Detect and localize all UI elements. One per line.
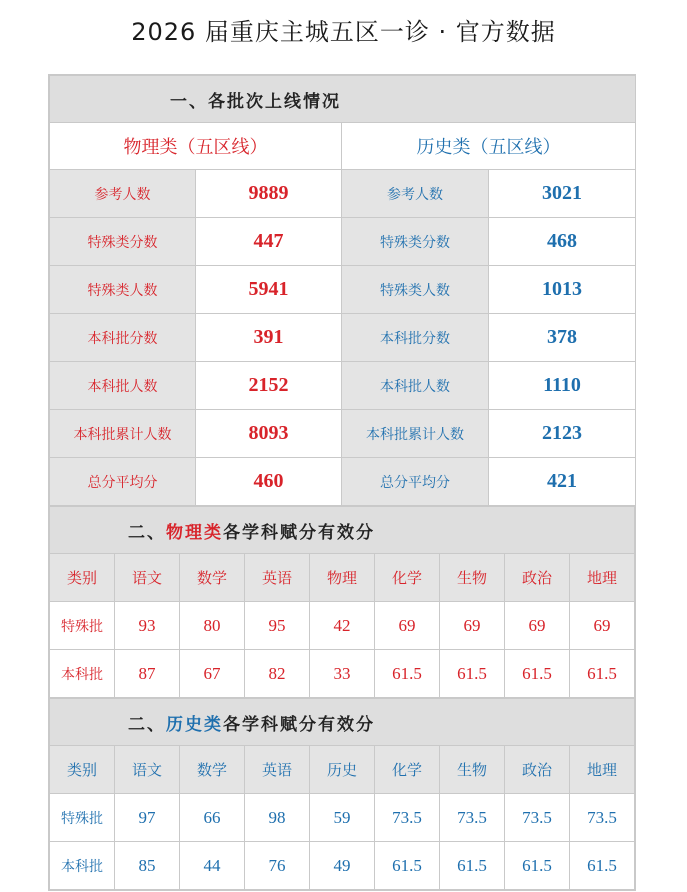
row-label: 本科批 bbox=[50, 842, 115, 890]
physics-subject-table bbox=[49, 506, 635, 698]
history-label: 特殊类人数 bbox=[342, 266, 489, 314]
physics-value: 9889 bbox=[196, 170, 342, 218]
column-header: 类别 bbox=[50, 554, 115, 602]
column-header: 化学 bbox=[375, 746, 440, 794]
score-cell: 85 bbox=[115, 842, 180, 890]
page-title: 2026 届重庆主城五区一诊 · 官方数据 bbox=[131, 18, 556, 46]
physics-label: 本科批分数 bbox=[50, 314, 196, 362]
table-row bbox=[50, 602, 635, 650]
score-document bbox=[48, 74, 636, 891]
physics-value: 460 bbox=[196, 458, 342, 506]
score-cell: 61.5 bbox=[570, 650, 635, 698]
column-header: 数学 bbox=[180, 746, 245, 794]
score-cell: 69 bbox=[440, 602, 505, 650]
section1-table bbox=[49, 75, 636, 506]
table-row bbox=[50, 410, 636, 458]
column-header: 政治 bbox=[505, 746, 570, 794]
table-row bbox=[50, 314, 636, 362]
history-label: 参考人数 bbox=[342, 170, 489, 218]
section2-suffix: 各学科赋分有效分 bbox=[223, 522, 375, 543]
history-header: 历史类（五区线） bbox=[342, 123, 636, 170]
section2-prefix: 二、 bbox=[128, 522, 166, 543]
column-header: 语文 bbox=[115, 554, 180, 602]
score-cell: 33 bbox=[310, 650, 375, 698]
column-header: 历史 bbox=[310, 746, 375, 794]
score-cell: 73.5 bbox=[375, 794, 440, 842]
table-row bbox=[50, 218, 636, 266]
physics-label: 参考人数 bbox=[50, 170, 196, 218]
score-cell: 98 bbox=[245, 794, 310, 842]
physics-value: 447 bbox=[196, 218, 342, 266]
score-cell: 69 bbox=[570, 602, 635, 650]
score-cell: 73.5 bbox=[570, 794, 635, 842]
history-label: 特殊类分数 bbox=[342, 218, 489, 266]
physics-label: 本科批人数 bbox=[50, 362, 196, 410]
score-cell: 44 bbox=[180, 842, 245, 890]
column-header: 生物 bbox=[440, 554, 505, 602]
history-value: 3021 bbox=[489, 170, 636, 218]
score-cell: 97 bbox=[115, 794, 180, 842]
column-header: 数学 bbox=[180, 554, 245, 602]
row-label: 特殊批 bbox=[50, 794, 115, 842]
column-header: 地理 bbox=[570, 746, 635, 794]
column-header: 英语 bbox=[245, 746, 310, 794]
history-value: 468 bbox=[489, 218, 636, 266]
score-cell: 61.5 bbox=[570, 842, 635, 890]
column-header: 类别 bbox=[50, 746, 115, 794]
section3-highlight: 历史类 bbox=[166, 714, 223, 735]
score-cell: 82 bbox=[245, 650, 310, 698]
column-header: 化学 bbox=[375, 554, 440, 602]
physics-label: 总分平均分 bbox=[50, 458, 196, 506]
score-cell: 87 bbox=[115, 650, 180, 698]
history-value: 2123 bbox=[489, 410, 636, 458]
score-cell: 59 bbox=[310, 794, 375, 842]
column-header: 语文 bbox=[115, 746, 180, 794]
score-cell: 76 bbox=[245, 842, 310, 890]
score-cell: 93 bbox=[115, 602, 180, 650]
score-cell: 61.5 bbox=[440, 842, 505, 890]
column-header: 物理 bbox=[310, 554, 375, 602]
score-cell: 49 bbox=[310, 842, 375, 890]
section2-highlight: 物理类 bbox=[166, 522, 223, 543]
section3-title bbox=[50, 699, 635, 746]
table-row bbox=[50, 170, 636, 218]
score-cell: 61.5 bbox=[375, 650, 440, 698]
score-cell: 61.5 bbox=[505, 842, 570, 890]
score-cell: 69 bbox=[505, 602, 570, 650]
column-header: 地理 bbox=[570, 554, 635, 602]
table-row bbox=[50, 266, 636, 314]
score-cell: 73.5 bbox=[505, 794, 570, 842]
column-header: 生物 bbox=[440, 746, 505, 794]
physics-header: 物理类（五区线） bbox=[50, 123, 342, 170]
table-row bbox=[50, 842, 635, 890]
score-cell: 80 bbox=[180, 602, 245, 650]
section3-suffix: 各学科赋分有效分 bbox=[223, 714, 375, 735]
score-cell: 73.5 bbox=[440, 794, 505, 842]
row-label: 特殊批 bbox=[50, 602, 115, 650]
history-value: 1013 bbox=[489, 266, 636, 314]
score-cell: 95 bbox=[245, 602, 310, 650]
physics-value: 5941 bbox=[196, 266, 342, 314]
history-label: 总分平均分 bbox=[342, 458, 489, 506]
header-row bbox=[50, 746, 635, 794]
physics-value: 8093 bbox=[196, 410, 342, 458]
history-value: 421 bbox=[489, 458, 636, 506]
score-cell: 42 bbox=[310, 602, 375, 650]
row-label: 本科批 bbox=[50, 650, 115, 698]
physics-value: 2152 bbox=[196, 362, 342, 410]
score-cell: 69 bbox=[375, 602, 440, 650]
column-header: 英语 bbox=[245, 554, 310, 602]
score-cell: 61.5 bbox=[505, 650, 570, 698]
history-value: 378 bbox=[489, 314, 636, 362]
physics-label: 特殊类分数 bbox=[50, 218, 196, 266]
history-label: 本科批累计人数 bbox=[342, 410, 489, 458]
score-cell: 61.5 bbox=[375, 842, 440, 890]
score-cell: 67 bbox=[180, 650, 245, 698]
table-row bbox=[50, 458, 636, 506]
score-cell: 61.5 bbox=[440, 650, 505, 698]
section1-title: 一、各批次上线情况 bbox=[50, 76, 636, 123]
score-cell: 66 bbox=[180, 794, 245, 842]
table-row bbox=[50, 650, 635, 698]
physics-value: 391 bbox=[196, 314, 342, 362]
physics-label: 本科批累计人数 bbox=[50, 410, 196, 458]
header-row bbox=[50, 554, 635, 602]
section2-title bbox=[50, 507, 635, 554]
table-row bbox=[50, 794, 635, 842]
column-header: 政治 bbox=[505, 554, 570, 602]
history-label: 本科批人数 bbox=[342, 362, 489, 410]
history-label: 本科批分数 bbox=[342, 314, 489, 362]
history-value: 1110 bbox=[489, 362, 636, 410]
history-subject-table bbox=[49, 698, 635, 890]
section3-prefix: 二、 bbox=[128, 714, 166, 735]
table-row bbox=[50, 362, 636, 410]
physics-label: 特殊类人数 bbox=[50, 266, 196, 314]
